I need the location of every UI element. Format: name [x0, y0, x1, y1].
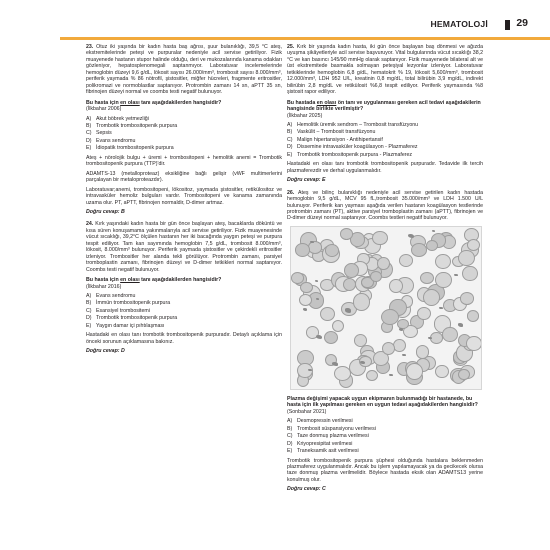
schistocyte	[308, 369, 312, 371]
option-e: E) İdiopatik trombositopenik purpura	[86, 145, 174, 152]
red-blood-cell	[435, 254, 451, 269]
option-a: A) Evans sendromu	[86, 292, 136, 299]
red-blood-cell	[325, 244, 339, 257]
header-rule	[60, 37, 550, 40]
red-blood-cell	[411, 243, 427, 257]
question-prompt: Plazma değişimi yapacak uygun ekipmanın bulunmadığı bir hastanede, bu hasta için ilk yapılması gereken en uygun tedavi aşağıdakilerden hangisidir?	[287, 395, 478, 409]
schistocyte	[360, 361, 365, 364]
red-blood-cell	[372, 231, 387, 245]
red-blood-cell	[466, 336, 482, 351]
explanation: Laboratuvar;anemi, trombositopeni, lökositoz, yaymada şistositler, retikülositoz ve intravasküler hemoliz bulguları vardır. Trombositopeni ve kanama zamanında uzama olur. PT, aPTT, fibrinojen normaldir, D-dimer artmaz.	[86, 186, 282, 206]
options-list	[86, 293, 282, 329]
peripheral-blood-smear-image	[290, 226, 482, 390]
schistocyte	[332, 362, 338, 365]
correct-answer: Doğru cevap: B	[86, 208, 125, 215]
page-header	[0, 8, 550, 36]
question-25	[287, 44, 483, 184]
page-number: 29	[516, 17, 528, 29]
schistocyte	[316, 335, 323, 339]
red-blood-cell	[435, 365, 448, 378]
option-b: B) Trombosit süspansiyonu verilmesi	[287, 425, 376, 432]
red-blood-cell	[382, 342, 396, 356]
question-stem	[86, 221, 282, 273]
correct-answer: Doğru cevap: E	[287, 177, 326, 184]
red-blood-cell	[435, 272, 451, 288]
question-number: 23.	[86, 44, 94, 50]
question-text: Kırk yaşındaki kadın hasta bir gün önce başlayan ateş, bacaklarda döküntü ve kısa süren konuşamama yakınmalarıyla acil servise getiriliyor. Fizik muayenesinde vücut sıcaklığı, 39,2°C ölçülen hastanın her iki bacağında yaygın peteşi ve purpura tespit ediliyor. Tam kan sayımında hemoglobin 7,5 g/dL, trombosit 8.000/mm³, lökosit, 8.000/mm³ bulunuyor. Periferik yaymada şistositler ve çekirdekli eritrositler izleniyor. Trombositler her alanda tekli görülüyor. Protrombin zamanı, parsiyel tromboplastin zamanı, fibrinojen düzeyi ve D-dimer tetkikleri normal saptanıyor. Coombs testi negatif bulunuyor.	[86, 221, 282, 273]
section-title: HEMATOLOJİ	[430, 19, 488, 29]
options-list	[287, 122, 483, 158]
question-26	[287, 190, 483, 493]
red-blood-cell	[340, 228, 353, 240]
question-23	[86, 44, 282, 215]
red-blood-cell	[320, 307, 335, 321]
red-blood-cell	[393, 339, 406, 352]
schistocyte	[389, 374, 393, 376]
red-blood-cell	[417, 307, 431, 320]
red-blood-cell	[460, 292, 475, 305]
left-column	[86, 44, 282, 361]
schistocyte	[399, 328, 403, 330]
option-e: E) Trombotik trombositopenik purpura - Plazmaferez	[287, 151, 413, 158]
schistocyte	[303, 308, 307, 311]
option-b: B) Vaskülit – Trombosit transfüzyonu	[287, 129, 376, 136]
question-number: 24.	[86, 221, 94, 228]
schistocyte	[432, 230, 435, 232]
red-blood-cell	[381, 309, 399, 325]
red-blood-cell	[467, 239, 480, 251]
red-blood-cell	[370, 271, 383, 283]
red-blood-cell	[426, 240, 438, 251]
schistocyte	[315, 280, 318, 282]
header-separator	[505, 20, 510, 30]
red-blood-cell	[344, 263, 359, 278]
red-blood-cell	[389, 279, 403, 293]
options-list	[287, 418, 483, 454]
question-24	[86, 221, 282, 354]
option-c: C) Sepsis	[86, 130, 112, 137]
question-stem	[287, 44, 483, 96]
option-a: A) Akut böbrek yetmezliği	[86, 115, 149, 122]
correct-answer: Doğru cevap: C	[287, 486, 326, 493]
option-b: B) Trombotik trombositopenik purpura	[86, 122, 178, 129]
exam-source: (İlkbahar 2006)	[86, 106, 122, 113]
schistocyte	[345, 308, 352, 312]
red-blood-cell	[377, 257, 390, 270]
question-prompt: Bu hasta için en olası tanı aşağıdakilerden hangisidir?	[86, 277, 222, 284]
question-text: Otuz iki yaşında bir kadın hasta baş ağrısı, şuur bulanıklığı, 39,5 °C ateş, ekstremitelerinde peteşi ve purpuralar nedeniyle acil servise getiriliyor. Fizik muayenede hastanın stupor halinde olduğu, deri ve mukozalarında kanama odakları gözleniyor, hepatosplenomegali saptanmıyor. Laboratuvar incelemelerinde hemoglobin düzeyi 9,6 g/dL, lökosit sayısı 26.000/mm³, trombosit sayısı 8.000/mm³, periferik yaymada % 86 nötrofil, şistositler, miğfer hücreleri, fragmente eritrositler, polikromazi ve normoblastlar saptanıyor. Protrombin zamanı 14 sn, aPTT 35 sn, fibrinojen düzeyi normal ve coombs testi negatif bulunuyor.	[86, 44, 283, 96]
explanation: Hastadaki en olası tanı trombotik trombositopenik purpuradır. Tedavide ilk tercih plazmaferezdir ve derhal uygulanmalıdır.	[287, 161, 483, 174]
red-blood-cell	[416, 345, 429, 358]
option-a: A) Desmopressin verilmesi	[287, 418, 353, 425]
red-blood-cell	[324, 331, 338, 344]
red-blood-cell	[458, 369, 470, 381]
schistocyte	[316, 298, 319, 300]
red-blood-cell	[353, 293, 370, 310]
red-blood-cell	[343, 278, 356, 291]
option-c: C) Esansiyel trombositemi	[86, 307, 150, 314]
schistocyte	[439, 307, 443, 309]
right-column	[287, 44, 483, 499]
option-e: E) Yaygın damar içi pıhtılaşması	[86, 322, 165, 329]
correct-answer: Doğru cevap: D	[86, 348, 125, 355]
red-blood-cell	[406, 363, 423, 380]
question-prompt: Bu hastada en olası ön tanı ve uygulanması gereken acil tedavi aşağıdakilerin hangisinde birlikte verilmiştir?	[287, 99, 481, 113]
option-d: D) Evans sendromu	[86, 137, 136, 144]
explanation: Ateş + nörolojik bulgu + üremi + trombositopeni + hemolitik anemi = Trombotik trombositopenik purpura (TTP)'dir.	[86, 154, 282, 168]
option-e: E) Traneksamik asit verilmesi	[287, 448, 359, 455]
explanation: ADAMTS-13 (metalloproteaz) eksikliğine bağlı gelişir (vWF multimerlerini parçalayan bir metaloproteazdır).	[86, 170, 282, 184]
red-blood-cell	[300, 282, 312, 293]
explanation: Trombotik trombositopenik purpura şüphesi olduğunda hastalara beklenmeden plazmaferez uygulanmalıdır. Ancak bu işlem yapılamayacak ya da gecikecek olursa taze donmuş plazma verilmelidir. Böylece hastada eksik olan ADAMTS13 yerine konulmuş olur.	[287, 457, 483, 483]
question-text: Ateş ve bilinç bulanıklığı nedeniyle acil servise getirilen kadın hastada hemoglobin 9,5 g/dL, MCV 95 fL,trombosit 35.000/mm³ ve LDH 1.500 U/L bulunuyor. Periferik kan yayması aşağıda verilen hastanın koagülasyon testlerinde protrombin zamanı (PT), aktive parsiyel tromboplastin zamanı (aPTT), fibrinojen ve D-dimer düzeyi normal saptanıyor. Coombs testleri negatif bulunuyor.	[287, 189, 484, 222]
explanation: Hastadaki en olası tanı trombotik trombositopenik purpuradır. Detaylı açıklama için önceki sorunun açıklamasına bakınız.	[86, 332, 282, 345]
question-text: Kırk bir yaşında kadın hasta, iki gün önce başlayan baş dönmesi ve ağızda uyuşma şikâyetleriyle acil servise başvuruyor. Vital bulgularında vücut sıcaklığı 38,2 °C ve kan basıncı 145/90 mmHg olarak saptanıyor. Fizik muayenede bilateral alt ve üst ekstremitede basmakla solmayan peteşiyal lezyonlar izleniyor. Laboratuvar tetkiklerinde hemoglobin 6,8 g/dL, hematokrit % 19, lökosit 5,600/mm³, trombosit 12.000/mm³, LDH 952 U/L, kreatinin 0,8 mg/dL, total bilirübin 3,9 mg/dL, indirekt bilirübin 2,8 mg/dL ve retikülosit %6,8 tespit ediliyor. Periferik yaymasında %8 şistosit rapor ediliyor.	[287, 44, 483, 96]
red-blood-cell	[467, 310, 480, 322]
option-d: D) Dissemine intravasküler koagülasyon - Plazmaferez	[287, 144, 418, 151]
option-d: D) Kriyopresipitat verilmesi	[287, 440, 353, 447]
question-number: 25.	[287, 44, 295, 50]
schistocyte	[458, 323, 463, 326]
question-prompt: Bu hasta için en olası tanı aşağıdakilerden hangisidir?	[86, 99, 222, 106]
red-blood-cell	[442, 327, 457, 342]
red-blood-cell	[423, 289, 440, 306]
red-blood-cell	[420, 272, 434, 284]
red-blood-cell	[462, 266, 477, 281]
schistocyte	[408, 234, 414, 238]
question-stem	[86, 44, 282, 96]
exam-source: (İlkbahar 2016)	[86, 283, 122, 290]
exam-source: (Sonbahar 2021)	[287, 408, 327, 415]
schistocyte	[454, 274, 458, 276]
option-c: C) Taze donmuş plazma verilmesi	[287, 433, 369, 440]
red-blood-cell	[458, 250, 475, 266]
option-b: B) İmmün trombositopenik purpura	[86, 300, 171, 307]
option-d: D) Trombotik trombositopenik purpura	[86, 315, 178, 322]
option-a: A) Hemolitik üremik sendrom – Trombosit transfüzyonu	[287, 121, 419, 128]
option-c: C) Malign hipertansiyon - Antihipertansif	[287, 136, 383, 143]
red-blood-cell	[332, 320, 344, 332]
red-blood-cell	[366, 370, 378, 381]
options-list	[86, 116, 282, 152]
schistocyte	[402, 354, 406, 357]
question-stem	[287, 190, 483, 222]
red-blood-cell	[399, 254, 413, 267]
exam-source: (İlkbahar 2025)	[287, 112, 323, 119]
red-blood-cell	[430, 332, 442, 344]
question-number: 26.	[287, 189, 295, 196]
